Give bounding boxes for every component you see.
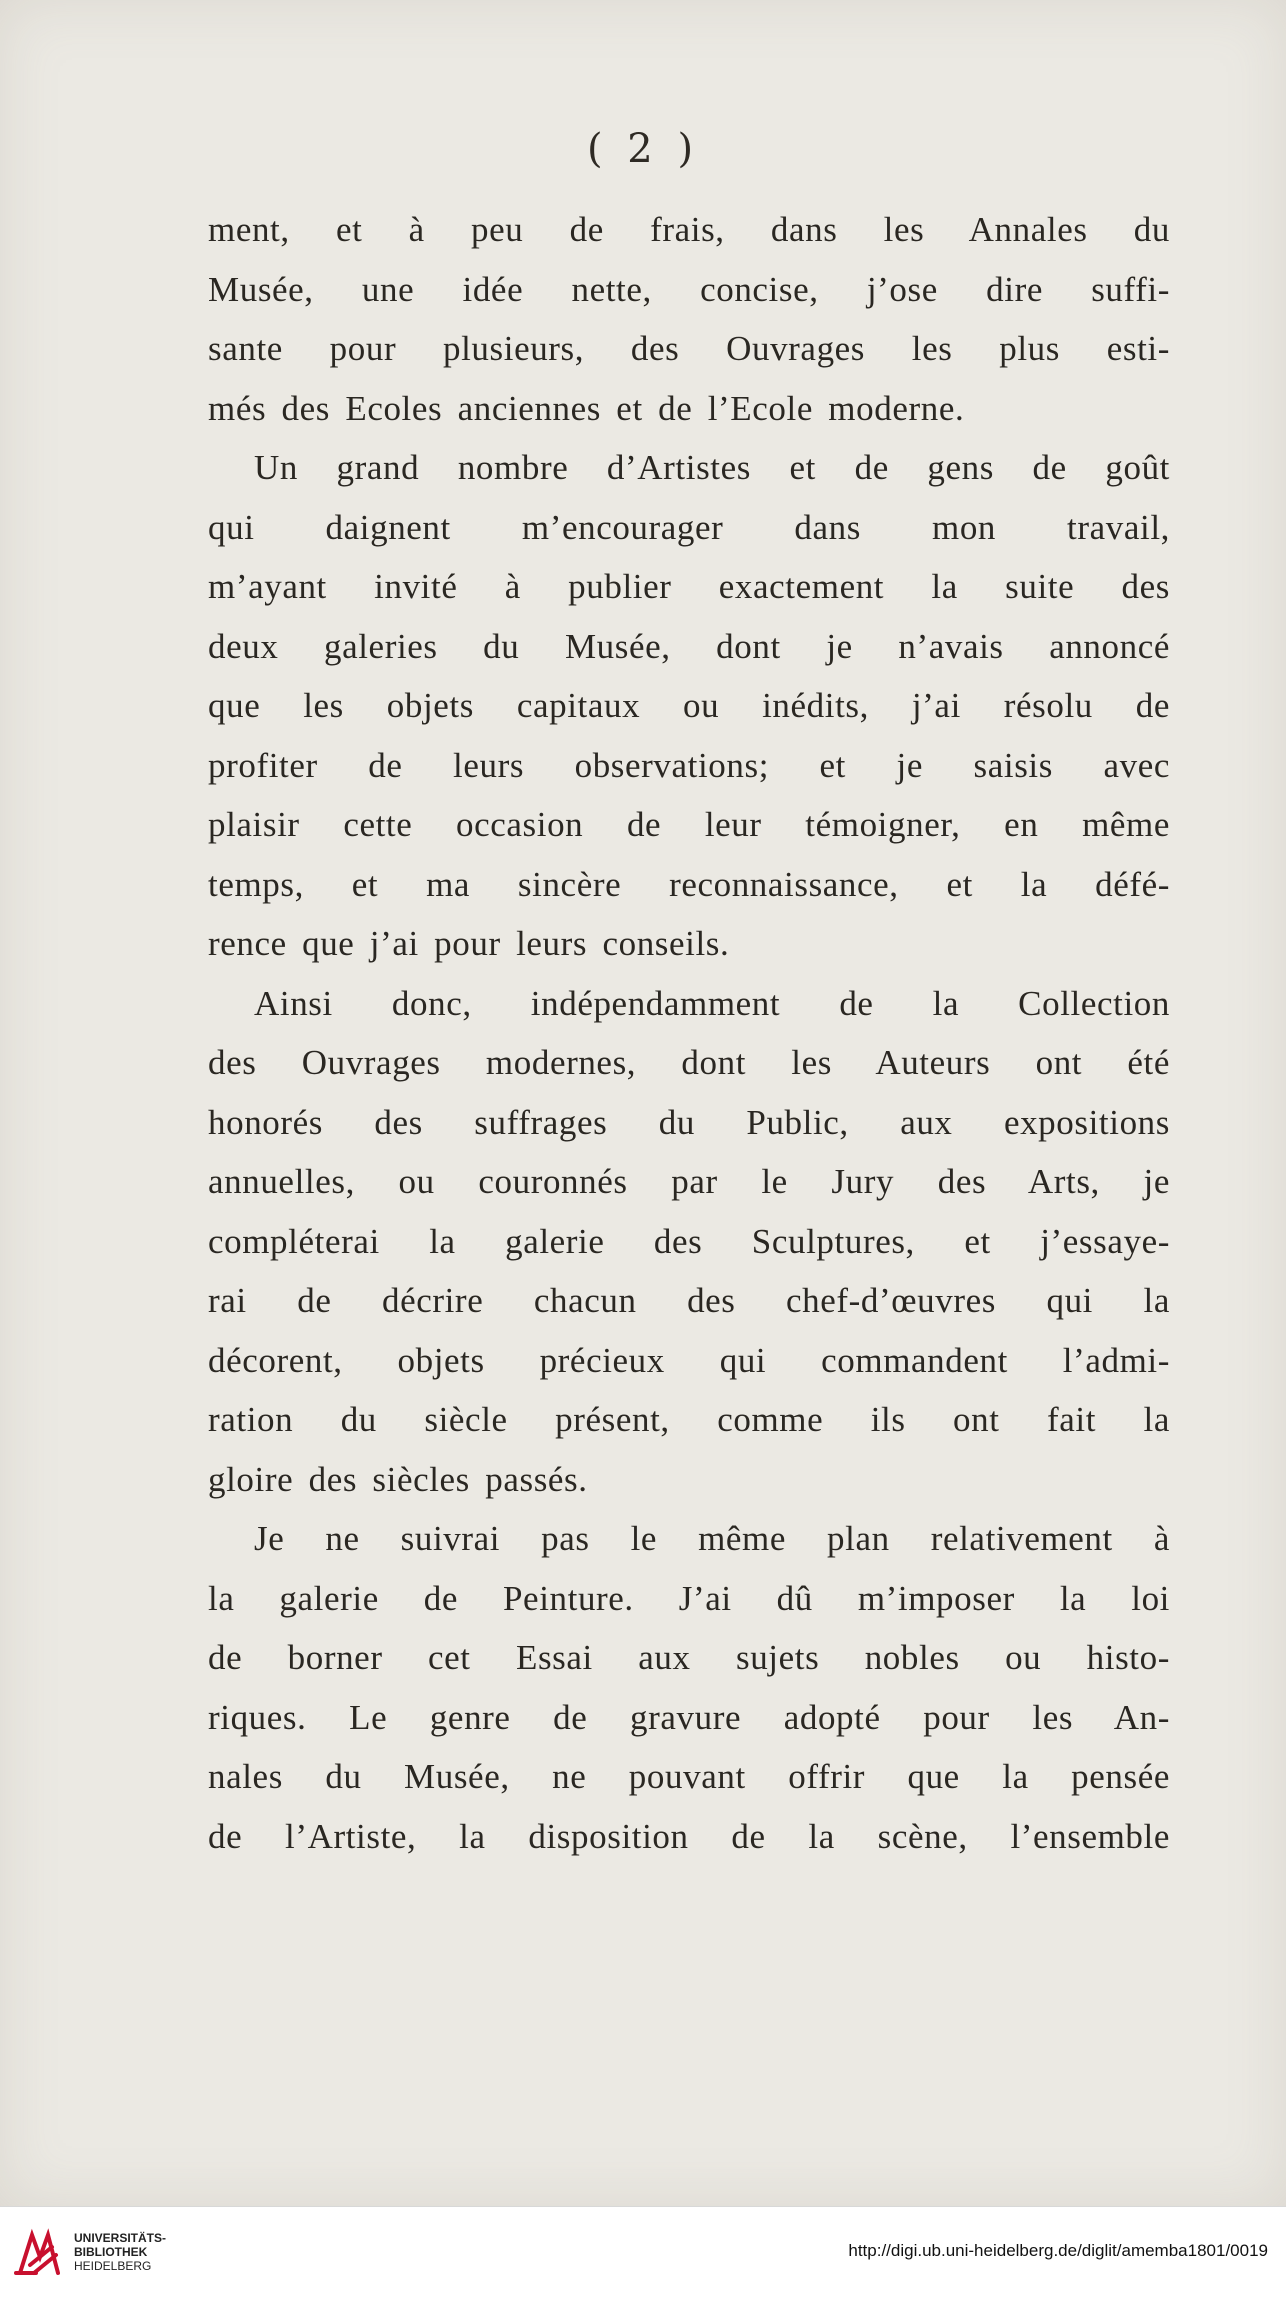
text-line: gloire des siècles passés.: [208, 1459, 588, 1499]
library-name-line2: BIBLIOTHEK: [74, 2245, 148, 2259]
text-line: la galerie de Peinture. J’ai dû m’imposer la loi: [208, 1578, 1170, 1618]
text-line: qui daignent m’encourager dans mon travail,: [208, 507, 1170, 547]
text-line: compléterai la galerie des Sculptures, et j’essaye-: [208, 1221, 1170, 1261]
library-name: [74, 2231, 166, 2273]
text-line: Un grand nombre d’Artistes et de gens de goût: [254, 448, 1170, 487]
source-url-link[interactable]: http://digi.ub.uni-heidelberg.de/diglit/amemba1801/0019: [848, 2241, 1268, 2260]
text-line: honorés des suffrages du Public, aux expositions: [208, 1102, 1170, 1142]
text-line: annuelles, ou couronnés par le Jury des Arts, je: [208, 1162, 1170, 1201]
text-line: deux galeries du Musée, dont je n’avais annoncé: [208, 626, 1170, 666]
text-line: Je ne suivrai pas le même plan relativement à: [254, 1519, 1170, 1558]
text-line: ment, et à peu de frais, dans les Annales du: [208, 210, 1170, 249]
body-text: [208, 200, 1170, 1866]
text-line: de l’Artiste, la disposition de la scène, l’ensemble: [208, 1816, 1170, 1856]
library-name-line1: UNIVERSITÄTS-: [74, 2231, 167, 2245]
text-line: sante pour plusieurs, des Ouvrages les plus esti-: [208, 329, 1170, 368]
text-line: Musée, une idée nette, concise, j’ose dire suffi-: [208, 269, 1170, 309]
text-line: des Ouvrages modernes, dont les Auteurs ont été: [208, 1043, 1170, 1082]
library-name-line3: HEIDELBERG: [74, 2259, 152, 2273]
text-line: de borner cet Essai aux sujets nobles ou histo-: [208, 1638, 1170, 1677]
text-line: temps, et ma sincère reconnaissance, et la défé-: [208, 864, 1170, 904]
text-line: rai de décrire chacun des chef-d’œuvres qui la: [208, 1281, 1170, 1320]
text-line: profiter de leurs observations; et je saisis avec: [208, 745, 1170, 785]
text-line: rence que j’ai pour leurs conseils.: [208, 924, 730, 963]
text-line: riques. Le genre de gravure adopté pour les An-: [208, 1697, 1170, 1737]
text-line: décorent, objets précieux qui commandent l’admi-: [208, 1340, 1170, 1380]
text-line: més des Ecoles anciennes et de l’Ecole moderne.: [208, 388, 965, 428]
library-footer: [0, 2206, 1286, 2300]
text-line: plaisir cette occasion de leur témoigner, en même: [208, 805, 1170, 844]
text-line: que les objets capitaux ou inédits, j’ai résolu de: [208, 686, 1170, 725]
university-library-logo-icon: [12, 2227, 66, 2281]
page-number: ( 2 ): [586, 126, 700, 172]
text-line: m’ayant invité à publier exactement la suite des: [208, 567, 1170, 606]
text-line: Ainsi donc, indépendamment de la Collection: [254, 983, 1170, 1023]
text-line: nales du Musée, ne pouvant offrir que la pensée: [208, 1757, 1170, 1796]
text-line: ration du siècle présent, comme ils ont fait la: [208, 1400, 1170, 1439]
